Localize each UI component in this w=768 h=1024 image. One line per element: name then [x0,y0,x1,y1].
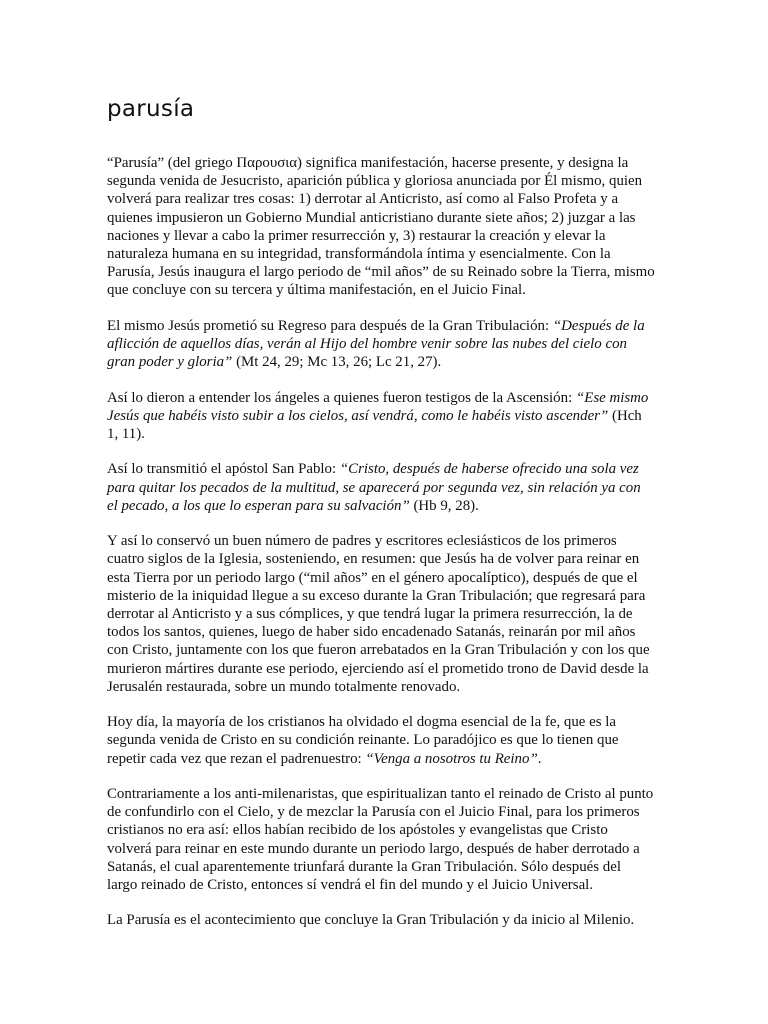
paragraph-text: Y así lo conservó un buen número de padres y escritores eclesiásticos de los primeros cuatro siglos de la Iglesia, sosteniendo, en resumen: que Jesús ha de volver para reinar en esta Tierra por un periodo largo (“mil años” en el género apocalíptico), después de que el misterio de la iniquidad llegue a su exceso durante la Gran Tribulación; que regresará para derrotar al Anticristo y a sus cómplices, y que tendrá lugar la primera resurrección, la de todos los santos, quienes, luego de haber sido encadenado Satanás, reinarán por mil años con Cristo, juntamente con los que fueron arrebatados en la Gran Tribulación y con los que murieron mártires durante ese periodo, ejerciendo así el prometido trono de David desde la Jerusalén restaurada, sobre un mundo totalmente renovado. [107,533,650,695]
paragraph [107,532,655,696]
paragraph-text: El mismo Jesús prometió su Regreso para después de la Gran Tribulación: [107,317,553,334]
quoted-citation: “Después de la aflicción de aquellos días, verán al Hijo del hombre venir sobre las nubes del cielo con gran poder y gloria” [107,317,645,371]
paragraph-text: Así lo dieron a entender los ángeles a quienes fueron testigos de la Ascensión: [107,389,576,406]
paragraph [107,317,655,372]
paragraph-text: (Mt 24, 29; Mc 13, 26; Lc 21, 27). [232,354,442,371]
paragraph-text: Hoy día, la mayoría de los cristianos ha olvidado el dogma esencial de la fe, que es la segunda venida de Cristo en su condición reinante. Lo paradójico es que lo tienen que repetir cada vez que rezan el padrenuestro: [107,714,619,767]
document-body [107,154,655,930]
paragraph-text: La Parusía es el acontecimiento que concluye la Gran Tribulación y da inicio al Milenio. [107,912,635,929]
paragraph [107,785,655,894]
paragraph-text: . [537,750,542,767]
paragraph [107,154,655,300]
paragraph-text: (Hb 9, 28). [409,497,479,514]
paragraph [107,389,655,444]
paragraph [107,911,655,929]
quoted-citation: “Venga a nosotros tu Reino” [365,750,538,767]
paragraph [107,460,655,515]
paragraph-text: “Parusía” (del griego Παρουσια) significa manifestación, hacerse presente, y designa la segunda venida de Jesucristo, aparición pública y gloriosa anunciada por Él mismo, quien volverá para realizar tres cosas: 1) derrotar al Anticristo, así como al Falso Profeta y a quienes impusieron un Gobierno Mundial anticristiano durante siete años; 2) juzgar a las naciones y llevar a cabo la primer resurrección y, 3) restaurar la creación y elevar la naturaleza humana en su integridad, transformándola íntima y esencialmente. Con la Parusía, Jesús inaugura el largo periodo de “mil años” de su Reinado sobre la Tierra, mismo que concluye con su tercera y última manifestación, en el Juicio Final. [107,155,655,299]
page-title: parusía [107,96,195,122]
quoted-citation: “Ese mismo Jesús que habéis visto subir a los cielos, así vendrá, como le habéis visto ascender” [107,389,649,424]
paragraph-text: Contrariamente a los anti-milenaristas, que espiritualizan tanto el reinado de Cristo al punto de confundirlo con el Cielo, y de mezclar la Parusía con el Juicio Final, para los primeros cristianos no era así: ellos habían recibido de los apóstoles y evangelistas que Cristo volverá para reinar en este mundo durante un periodo largo, después de haber derrotado a Satanás, el cual aparentemente triunfará durante la Gran Tribulación. Sólo después del largo reinado de Cristo, entonces sí vendrá el fin del mundo y el Juicio Universal. [107,786,654,894]
paragraph-text: Así lo transmitió el apóstol San Pablo: [107,461,340,478]
paragraph-text: (Hch 1, 11). [107,407,642,443]
quoted-citation: “Cristo, después de haberse ofrecido una sola vez para quitar los pecados de la multitud, se aparecerá por segunda vez, sin relación ya con el pecado, a los que lo esperan para su salvación” [107,461,641,514]
paragraph [107,713,655,768]
